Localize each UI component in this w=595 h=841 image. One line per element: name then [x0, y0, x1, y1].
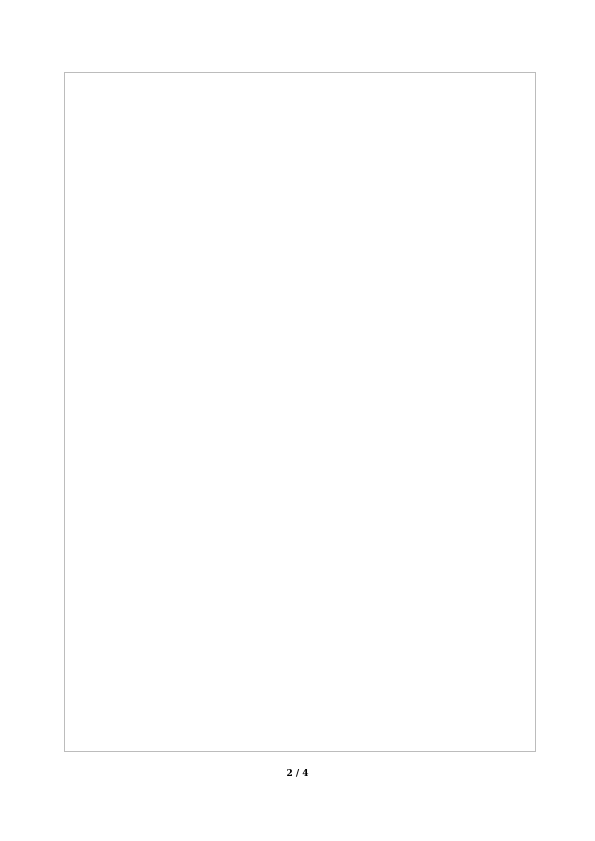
content-area — [64, 72, 536, 752]
page-number: 2 / 4 — [286, 769, 309, 779]
